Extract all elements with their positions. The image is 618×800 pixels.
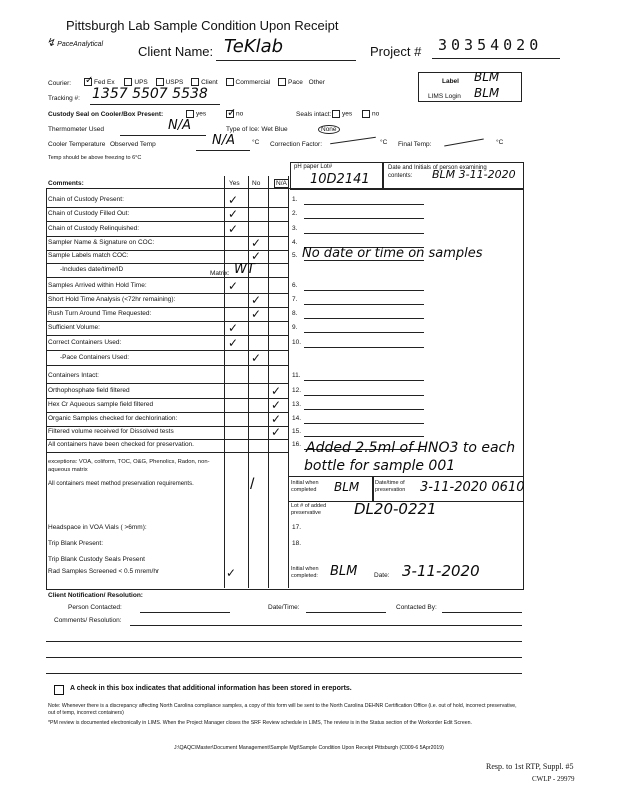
ice-type-label: Type of Ice: Wet Blue (226, 126, 288, 133)
comments-line-4 (46, 673, 522, 674)
courier-other: Other (308, 78, 325, 86)
checklist-row-num: 4. (292, 239, 298, 246)
notification-title: Client Notification/ Resolution: (48, 592, 143, 599)
checklist-row-num: 11. (292, 372, 301, 379)
thermometer-value: N/A (168, 118, 191, 133)
checklist-row-num: 15. (292, 428, 302, 435)
checklist-row-note-line (304, 436, 424, 437)
lot-added-label: Lot # of added preservative (291, 503, 327, 516)
checklist-row-label: Samples Arrived within Hold Time: (48, 282, 147, 289)
custody-seal-label: Custody Seal on Cooler/Box Present: (48, 111, 164, 118)
checklist-row-label: -Pace Containers Used: (60, 354, 130, 361)
checklist-row-divider (46, 321, 288, 322)
na-header: N/A (276, 180, 287, 187)
contacted-by-label: Contacted By: (396, 604, 437, 611)
comments-line-1 (130, 625, 522, 626)
col-divider-yes (224, 176, 225, 588)
checklist-row-num: 12. (292, 387, 302, 394)
tracking-underline (90, 104, 220, 105)
footer-path: J:\QAQC\Master\Document Management\Sample Mgt\Sample Condition Upon Receipt Pittsburgh (C009-6 5Apr2019) (174, 745, 444, 751)
date-pres-value: 3-11-2020 0610 (420, 480, 525, 495)
checklist-row-divider (46, 426, 288, 427)
checklist-row-label: Correct Containers Used: (48, 339, 122, 346)
checklist-row-num: 6. (292, 282, 298, 289)
logo-swirl-icon: ↯ (46, 37, 56, 49)
date-initials-value: BLM 3-11-2020 (432, 168, 516, 181)
footer-cwlp: CWLP - 29979 (532, 775, 575, 783)
checklist-row-note-line (304, 318, 424, 319)
no-header: No (252, 180, 261, 187)
yes-header: Yes (229, 180, 240, 187)
check-mark-icon: ✓ (228, 207, 239, 221)
rad-label: Rad Samples Screened < 0.5 mrem/hr (48, 568, 160, 575)
form-title: Pittsburgh Lab Sample Condition Upon Receipt (66, 18, 339, 33)
custody-seal-yes[interactable]: yes (186, 110, 206, 118)
seals-intact-no[interactable]: no (362, 110, 379, 118)
rad-date-label: Date: (374, 572, 390, 579)
initial-completed-value: BLM (334, 480, 360, 494)
comments-resolution-label: Comments/ Resolution: (54, 617, 122, 624)
checklist-row-note-line (304, 332, 424, 333)
checklist-row-label: Sufficient Volume: (48, 324, 100, 331)
check-mark-icon: ✓ (271, 412, 282, 426)
correction-deg: °C (380, 139, 388, 146)
checklist-row-label: -Includes date/time/ID (60, 266, 124, 273)
checklist-row-num: 14. (292, 415, 302, 422)
check-mark-icon: ✓ (251, 249, 262, 263)
courier-pace[interactable]: Pace (278, 79, 303, 86)
person-contacted-label: Person Contacted: (68, 604, 122, 611)
note16-line2: bottle for sample 001 (304, 458, 456, 474)
check-mark-icon: ✓ (251, 293, 262, 307)
checklist-row-label: Rush Turn Around Time Requested: (48, 310, 152, 317)
note16-line1: Added 2.5ml of HNO3 to each (306, 440, 516, 456)
matrix-value: WT (234, 262, 255, 277)
label-value: BLM (474, 70, 500, 84)
checklist-row-num: 13. (292, 401, 302, 408)
checklist-row-divider (46, 398, 288, 399)
courier-client[interactable]: Client (191, 79, 218, 86)
exceptions-text: exceptions: VOA, coliform, TOC, O&G, Phenolics, Radon, non-aqueous matrix (48, 459, 210, 473)
col-divider-notes (288, 176, 289, 588)
pace-logo (46, 36, 103, 49)
checklist-row-label: Filtered volume received for Dissolved tests (48, 428, 174, 435)
checklist-row-divider (46, 365, 288, 366)
checklist-row-note-line (304, 233, 424, 234)
all-containers-text: All containers meet method preservation requirements. (48, 481, 194, 487)
checklist-row-label: Chain of Custody Relinquished: (48, 225, 140, 232)
person-contacted-line (140, 612, 230, 613)
check-mark-icon: ✓ (251, 351, 262, 365)
checklist-row-num: 16. (292, 441, 302, 448)
checklist-row-divider (46, 207, 288, 208)
correction-label: Correction Factor: (270, 141, 323, 148)
check-mark-icon: ✓ (271, 398, 282, 412)
checklist-row-note-line (304, 380, 424, 381)
cooler-temp-label: Cooler Temperature (48, 141, 106, 148)
courier-ups[interactable]: UPS (124, 79, 147, 86)
final-temp-line (444, 139, 484, 147)
checklist-row-note-line (304, 304, 424, 305)
footer-note-1: Note: Whenever there is a discrepancy affecting North Carolina compliance samples, a copy of this form will be sent to the North Carolina DEHNR Certification Office (i.e. out of hold, incorrect preservative, out of temp, incorrect containers) (48, 703, 517, 716)
checklist-row-note-line (304, 395, 424, 396)
ereports-text: A check in this box indicates that additional information has been stored in ereports. (70, 685, 352, 692)
temp-note: Temp should be above freezing to 6°C (48, 155, 142, 161)
checklist-row-note-line (304, 347, 424, 348)
checklist-row-num: 10. (292, 339, 302, 346)
final-deg: °C (496, 139, 504, 146)
courier-label: Courier: (48, 80, 72, 87)
note-row5: No date or time on samples (302, 246, 483, 261)
trip-blank-label: Trip Blank Present: (48, 540, 104, 547)
checklist-row-divider (46, 439, 288, 440)
check-mark-icon: ✓ (228, 321, 239, 335)
comments-line-2 (46, 641, 522, 642)
tracking-label: Tracking #: (48, 95, 80, 102)
lot-added-value: DL20-0221 (354, 500, 437, 518)
rad-date-value: 3-11-2020 (402, 562, 480, 580)
custody-seal-no[interactable]: ✓ no (227, 107, 244, 119)
checklist-row-num: 2. (292, 210, 298, 217)
final-temp-label: Final Temp: (398, 141, 432, 148)
date-initials-label: Date and Initials of person examining contents: (388, 165, 487, 179)
courier-fedex[interactable]: ✓ Fed Ex (85, 75, 115, 86)
checklist-row-num: 3. (292, 225, 298, 232)
checklist-row-divider (46, 383, 288, 384)
correction-line (330, 137, 376, 144)
seals-intact-label: Seals intact: (296, 111, 332, 118)
checklist-row-note-line (304, 218, 424, 219)
checklist-row-num: 1. (292, 196, 298, 203)
checklist-row-label: Sampler Name & Signature on COC: (48, 239, 155, 246)
checklist-row-divider (46, 335, 288, 336)
col-divider-na (268, 176, 269, 588)
checklist-row-note-line (304, 290, 424, 291)
check-mark-icon: ✓ (228, 336, 239, 350)
thermometer-underline (120, 135, 206, 136)
checklist-row-num: 8. (292, 310, 298, 317)
trip-custody-label: Trip Blank Custody Seals Present (48, 556, 145, 563)
checklist-row-label: Hex Cr Aqueous sample field filtered (48, 401, 154, 408)
footer-resp: Resp. to 1st RTP, Suppl. #5 (486, 762, 574, 771)
observed-underline (196, 150, 250, 151)
matrix-label: Matrix: (210, 270, 230, 277)
preservation-check-icon: / (250, 476, 255, 493)
date-pres-label: Date/time of preservation (375, 480, 406, 493)
comments-line-3 (46, 657, 522, 658)
checklist-row-num: 9. (292, 324, 298, 331)
observed-temp-label: Observed Temp (110, 141, 156, 148)
date-time-line (306, 612, 386, 613)
comments-header: Comments: (48, 180, 84, 187)
contacted-by-line (442, 612, 522, 613)
check-mark-icon: ✓ (271, 425, 282, 439)
client-name-label: Client Name: (138, 44, 214, 59)
logo-text: PaceAnalytical (57, 41, 104, 48)
rad-initial-value: BLM (330, 564, 358, 579)
ph-lot-value: 10D2141 (310, 172, 370, 187)
checklist-row-divider (46, 452, 288, 453)
checklist-row-label: Orthophosphate field filtered (48, 387, 130, 394)
ereports-checkbox[interactable] (54, 685, 64, 695)
rad-check-icon: ✓ (226, 566, 237, 580)
tracking-value: 1357 5507 5538 (92, 86, 208, 102)
check-mark-icon: ✓ (271, 384, 282, 398)
col-divider-no (248, 176, 249, 588)
footer-note-2: *PM review is documented electronically in LIMS. When the Project Manager closes the SRF Review schedule in LIMS, The review is in the Status section of the Workorder Edit Screen. (48, 720, 472, 726)
courier-options (84, 75, 325, 86)
project-value: 30354020 (438, 36, 543, 54)
checklist-row-num: 5. (292, 252, 298, 259)
thermometer-label: Thermometer Used (48, 126, 104, 133)
observed-deg: °C (252, 139, 260, 146)
checklist-row-label: Containers Intact: (48, 372, 99, 379)
trip-blank-num: 18. (292, 540, 302, 547)
checklist-row-label: Organic Samples checked for dechlorination: (48, 415, 178, 422)
lims-login-value: BLM (474, 86, 500, 100)
checklist-row-label: Chain of Custody Present: (48, 196, 124, 203)
check-mark-icon: ✓ (251, 307, 262, 321)
project-label: Project # (370, 44, 422, 59)
label-label: Label (442, 78, 459, 85)
lims-login-label: LIMS Login (428, 93, 461, 100)
ph-lot-label: pH paper Lot# (294, 164, 333, 170)
seals-intact-yes[interactable]: yes (332, 110, 352, 118)
checklist-row-note-line (304, 204, 424, 205)
check-mark-icon: ✓ (228, 193, 239, 207)
rad-initial-label: Initial when completed: (291, 566, 319, 579)
check-mark-icon: ✓ (251, 236, 262, 250)
client-name-value: TeKlab (224, 36, 284, 57)
headspace-num: 17. (292, 524, 302, 531)
ice-type-value: None (318, 125, 340, 134)
checklist-row-label: Short Hold Time Analysis (<72hr remaining): (48, 296, 176, 303)
courier-usps[interactable]: USPS (156, 79, 184, 86)
checklist-row-divider (46, 412, 288, 413)
checklist-row-label: Sample Labels match COC: (48, 252, 129, 259)
checklist-row-num: 7. (292, 296, 298, 303)
client-name-underline (216, 60, 356, 61)
date-time-label: Date/Time: (268, 604, 300, 611)
checklist-row-divider (46, 221, 288, 222)
initial-completed-label: Initial when completed (291, 480, 319, 493)
checklist-row-note-line (304, 409, 424, 410)
observed-temp-value: N/A (212, 133, 235, 148)
checklist-row-label: All containers have been checked for preservation. (48, 441, 194, 448)
checklist-row-note-line (304, 423, 424, 424)
checklist-row-label: Chain of Custody Filled Out: (48, 210, 130, 217)
project-underline (432, 58, 560, 59)
check-mark-icon: ✓ (228, 279, 239, 293)
courier-commercial[interactable]: Commercial (226, 79, 271, 86)
check-mark-icon: ✓ (228, 222, 239, 236)
checklist-row-divider (46, 277, 288, 278)
headspace-label: Headspace in VOA Vials ( >6mm): (48, 524, 147, 531)
